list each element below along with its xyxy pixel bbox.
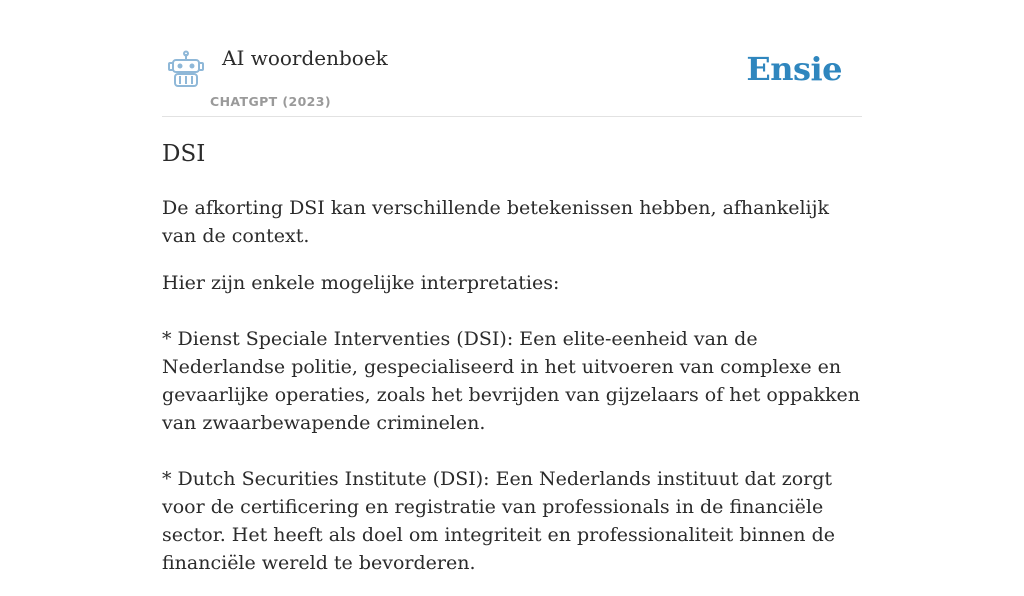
entry-paragraph: Hier zijn enkele mogelijke interpretaties: [162, 272, 560, 294]
robot-icon [166, 50, 206, 90]
entry-term: DSI [162, 141, 206, 167]
entry-paragraph: * Dienst Speciale Interventies (DSI): Een elite-eenheid van de Nederlandse politie, gespecialiseerd in het uitvoeren van complexe en gevaarlijke operaties, zoals het bevrijden van gijzelaars of het oppakken van zwaarbewapende criminelen. [162, 328, 861, 434]
brand-logo[interactable]: Ensie [746, 50, 842, 88]
entry-paragraph: * Dutch Securities Institute (DSI): Een Nederlands instituut dat zorgt voor de certificering en registratie van professionals in de financiële sector. Het heeft als doel om integriteit en professionaliteit binnen de financiële wereld te bevorderen. [162, 468, 835, 574]
dictionary-header [162, 40, 862, 117]
entry-paragraph: De afkorting DSI kan verschillende betekenissen hebben, afhankelijk van de context. [162, 197, 830, 247]
entry-content [162, 138, 862, 596]
book-subtitle: CHATGPT (2023) [210, 94, 331, 109]
book-title[interactable]: AI woordenboek [222, 46, 388, 70]
